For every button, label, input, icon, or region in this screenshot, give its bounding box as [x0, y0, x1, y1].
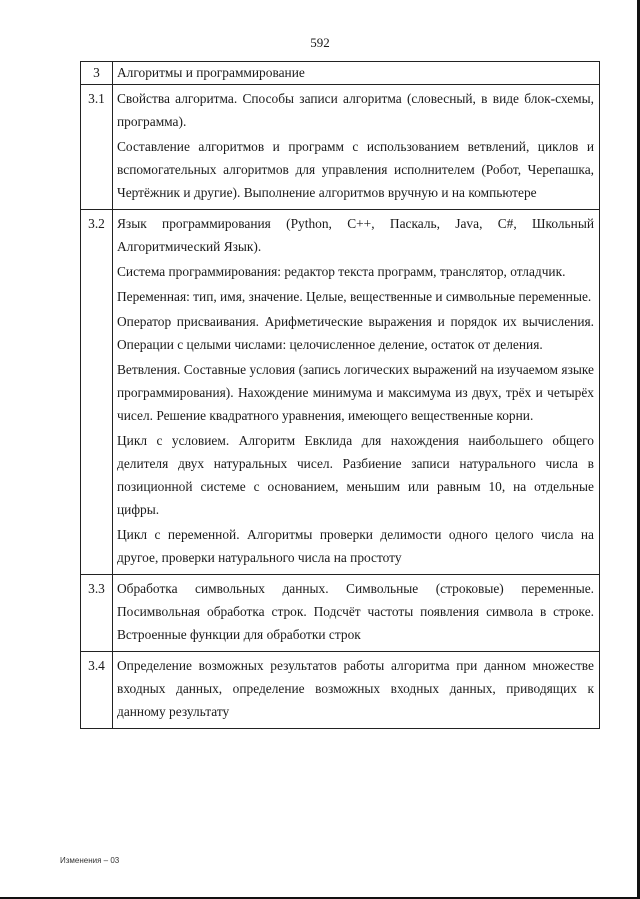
row-content	[113, 210, 600, 575]
row-number: 3.4	[81, 652, 113, 729]
section-title: Алгоритмы и программирование	[113, 62, 600, 85]
curriculum-table	[80, 61, 600, 729]
table-row	[81, 652, 600, 729]
section-number: 3	[81, 62, 113, 85]
paragraph: Обработка символьных данных. Символьные (строковые) переменные. Посимвольная обработка строк. Подсчёт частоты появления символа в строке. Встроенные функции для обработки строк	[117, 581, 594, 642]
row-content	[113, 652, 600, 729]
row-number: 3.2	[81, 210, 113, 575]
paragraph: Определение возможных результатов работы алгоритма при данном множестве входных данных, определение возможных входных данных, приводящих к данному результату	[117, 658, 594, 719]
paragraph: Составление алгоритмов и программ с использованием ветвлений, циклов и вспомогательных алгоритмов для управления исполнителем (Робот, Черепашка, Чертёжник и другие). Выполнение алгоритмов вручную и на компьютере	[117, 139, 594, 200]
section-header-row	[81, 62, 600, 85]
row-number: 3.3	[81, 575, 113, 652]
table-row	[81, 210, 600, 575]
footer-revision: Изменения – 03	[60, 856, 120, 865]
paragraph: Свойства алгоритма. Способы записи алгоритма (словесный, в виде блок-схемы, программа).	[117, 91, 594, 129]
paragraph: Цикл с условием. Алгоритм Евклида для нахождения наибольшего общего делителя двух натуральных чисел. Разбиение записи натурального числа в позиционной системе с основанием, меньшим или равным 10, на отдельные цифры.	[117, 433, 594, 517]
row-content	[113, 575, 600, 652]
page-number: 592	[310, 35, 330, 50]
row-content	[113, 85, 600, 210]
table-row	[81, 575, 600, 652]
row-number: 3.1	[81, 85, 113, 210]
paragraph: Язык программирования (Python, C++, Паскаль, Java, C#, Школьный Алгоритмический Язык).	[117, 216, 594, 254]
paragraph: Переменная: тип, имя, значение. Целые, вещественные и символьные переменные.	[117, 289, 592, 304]
paragraph: Ветвления. Составные условия (запись логических выражений на изучаемом языке программирования). Нахождение минимума и максимума из двух, трёх и четырёх чисел. Решение квадратного уравнения, имеющего вещественные корни.	[117, 362, 594, 423]
paragraph: Цикл с переменной. Алгоритмы проверки делимости одного целого числа на другое, проверки натурального числа на простоту	[117, 527, 594, 565]
paragraph: Оператор присваивания. Арифметические выражения и порядок их вычисления. Операции с целыми числами: целочисленное деление, остаток от деления.	[117, 314, 594, 352]
paragraph: Система программирования: редактор текста программ, транслятор, отладчик.	[117, 264, 566, 279]
table-row	[81, 85, 600, 210]
